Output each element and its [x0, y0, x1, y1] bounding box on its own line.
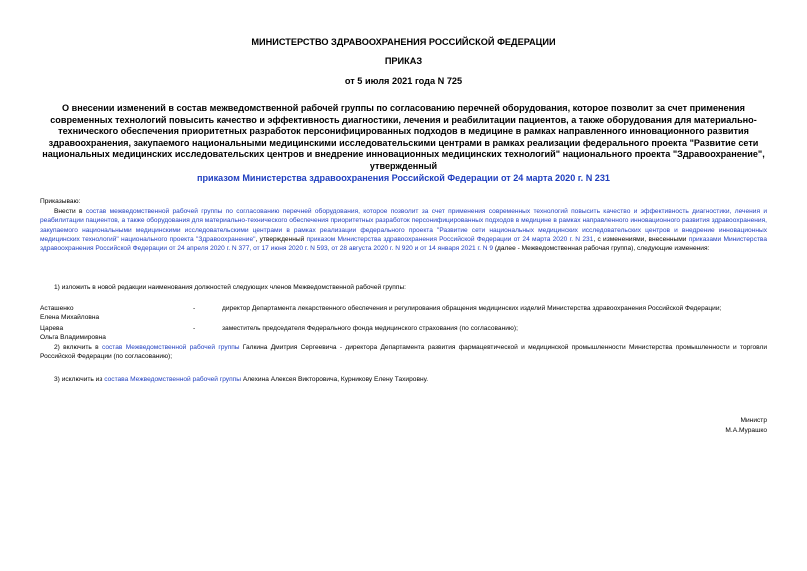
member-2-position: заместитель председателя Федерального фонда медицинского страхования (по согласованию); — [222, 325, 518, 332]
document-type: ПРИКАЗ — [384, 56, 423, 66]
member-1-dash: - — [193, 305, 196, 312]
item-3-pre: 3) исключить из — [54, 376, 105, 383]
document-title — [40, 103, 767, 184]
signature-name: М.А.Мурашко — [725, 427, 767, 434]
item-3-end: Алехина Алексея Викторовича, Курникову Елену Тахировну. — [240, 376, 429, 383]
member-2-surname: Царева — [40, 325, 64, 332]
p1-order-link[interactable]: приказом Министерства здравоохранения Российской Федерации от 24 марта 2020 г. N 231 — [306, 235, 594, 243]
p1-mid2: , с изменениями, внесенными — [593, 235, 689, 243]
item-2-pre: 2) включить в — [54, 344, 102, 351]
signature-role: Министр — [740, 417, 767, 424]
item-2-link[interactable]: состав Межведомственной рабочей группы — [101, 344, 240, 351]
document-date-number: от 5 июля 2021 года N 725 — [344, 76, 463, 86]
member-1-position: директор Департамента лекарственного обеспечения и регулирования обращения медицинских изделий Министерства здравоохранения Российской Федерации; — [222, 305, 722, 312]
order-word: Приказываю: — [40, 198, 81, 205]
paragraph-main — [40, 207, 767, 253]
p1-pre: Внести в — [54, 208, 86, 215]
item-3 — [40, 375, 767, 384]
item-1: 1) изложить в новой редакции наименования должностей следующих членов Межведомственной рабочей группы: — [54, 284, 407, 291]
title-text: О внесении изменений в состав межведомственной рабочей группы по согласованию перечней оборудования, которое позволит за счет применения современных технологий повысить качество и эффективность диагностики, лечения и реабилитации пациентов, а также оборудования для материально-технического обеспечения приоритетных разработок персонифицированных подходов в медицине в рамках направленного инновационного развития здравоохранения, закупаемого национальными медицинскими исследовательскими центрами в рамках реализации федерального проекта "Развитие сети национальных медицинских исследовательских центров и внедрение инновационных медицинских технологий" национального проекта "Здравоохранение", утвержденный — [42, 103, 765, 171]
member-2-dash: - — [193, 325, 196, 332]
p1-group-link[interactable]: состав межведомственной рабочей группы по согласованию перечней оборудования, которое позволит за счет применения современных технологий повысить качество и эффективность диагностики, лечения и реабилитации пациентов, а также оборудования для материально-технического обеспечения приоритетных разработок персонифицированных подходов в медицине в рамках направленного инновационного развития здравоохранения, закупаемого национальными медицинскими исследовательскими центрами в рамках реализации федерального проекта "Развитие сети национальных медицинских исследовательских центров и внедрение инновационных медицинских технологий" национального проекта "Здравоохранение" — [40, 208, 768, 243]
member-1-name: Елена Михайловна — [40, 314, 100, 321]
item-3-link[interactable]: состава Межведомственной рабочей группы — [104, 376, 241, 383]
p1-amendments-link[interactable]: приказами Министерства здравоохранения Российской Федерации от 24 апреля 2020 г. N 377, от 17 июня 2020 г. N 593, от 28 августа 2020 г. N 920 и от 14 января 2021 г. N 9 — [40, 235, 767, 253]
p1-end: (далее - Межведомственная рабочая группа), следующие изменения: — [493, 245, 710, 253]
ministry-header: МИНИСТЕРСТВО ЗДРАВООХРАНЕНИЯ РОССИЙСКОЙ ФЕДЕРАЦИИ — [251, 37, 556, 47]
p1-mid1: , утвержденный — [255, 235, 307, 243]
item-2 — [40, 343, 767, 362]
item-2-end: Галкина Дмитрия Сергеевича - директора Департамента развития фармацевтической и медицинской промышленности Министерства промышленности и торговли Российской Федерации (по согласованию); — [40, 344, 768, 361]
member-1-surname: Асташенко — [40, 305, 74, 312]
member-2-name: Ольга Владимировна — [40, 334, 106, 341]
title-order-link[interactable]: приказом Министерства здравоохранения Российской Федерации от 24 марта 2020 г. N 231 — [196, 172, 610, 183]
